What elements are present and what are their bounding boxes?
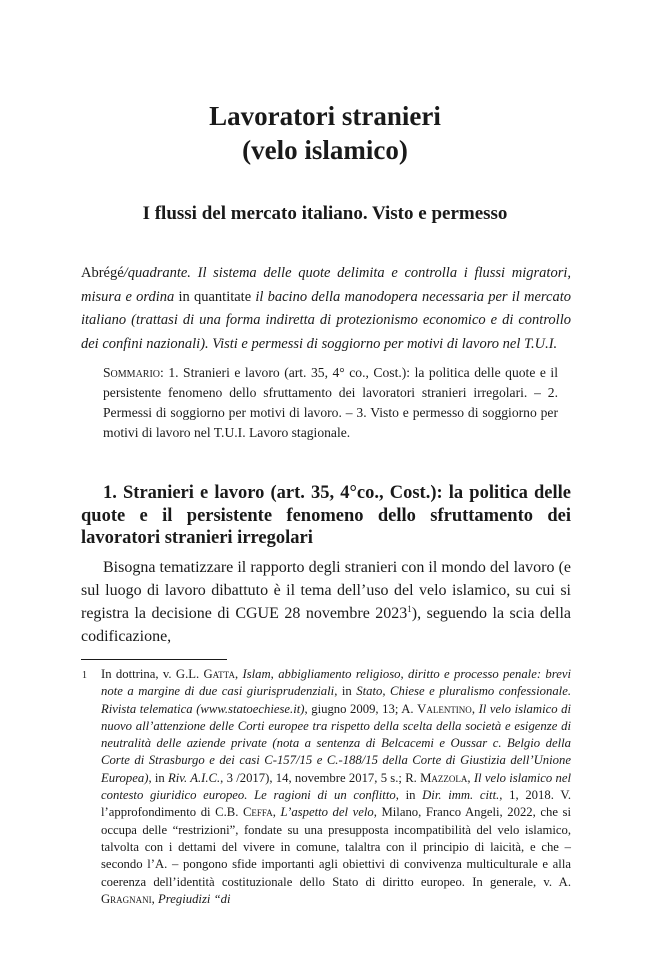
fn-s6: , in <box>148 770 169 785</box>
fn-title-8: Pregiudizi “di <box>158 891 231 906</box>
footnote-number: 1 <box>82 670 87 681</box>
page-subtitle: I flussi del mercato italiano. Visto e permesso <box>142 203 508 224</box>
footnote-divider <box>81 659 227 660</box>
fn-s13: , <box>151 891 159 906</box>
body-text-part-2: ), seguendo la scia della codificazione, <box>81 605 571 645</box>
section-heading: 1. Stranieri e lavoro (art. 35, 4°co., Cost.): la politica delle quote e il persistente fenomeno dello sfruttamento dei lavoratori stranieri irregolari <box>81 483 571 548</box>
fn-title-3: Il velo islamico di nuovo all’attenzione delle Corti europee tra rispetto della scelta della società e esigenze di neutralità delle aziende private (nota a sentenza di Belcacemi e Oussar c. Belgio della Corte di Strasburgo e dei casi C-157/15 e C.-188/15 della Corte di Giustizia dell’Unione Europea) <box>101 701 572 785</box>
fn-s1: In dottrina, v. G.L. <box>101 667 204 681</box>
summary-label: Sommario <box>103 365 161 380</box>
fn-author-3: Mazzola <box>420 770 468 785</box>
fn-title-2: Stato, Chiese e pluralismo confessionale. Rivista telematica (www.statoechiese.it) <box>101 684 572 716</box>
fn-title-7: L’aspetto del velo <box>280 805 374 820</box>
fn-author-2: Valentino <box>417 701 472 716</box>
fn-author-1: Gatta <box>203 667 235 681</box>
abstract-lead: Abrégé <box>81 265 124 281</box>
fn-title-1: Islam, abbigliamento religioso, diritto e processo penale: brevi note a margine di due casi giurisprudenziali <box>101 667 571 699</box>
body-text-part-1: Bisogna tematizzare il rapporto degli stranieri con il mondo del lavoro (e sul luogo di lavoro dibattuto è il tema dell’uso del velo islamico, su cui si registra la decisione di CGUE 28 novembre 2023 <box>81 559 571 622</box>
fn-author-4: Ceffa <box>242 805 273 820</box>
fn-s9: , in <box>395 788 423 803</box>
fn-s11: , <box>272 805 281 820</box>
fn-s3: , in <box>334 684 357 699</box>
summary-text: : 1. Stranieri e lavoro (art. 35, 4° co., Cost.): la politica delle quote e il persistente fenomeno dello sfruttamento dei lavoratori stranieri irregolari. – 2. Permessi di soggiorno per motivi di lavoro. – 3. Visto e permesso di soggiorno per motivi di lavoro nel T.U.I. Lavoro stagionale. <box>103 365 558 440</box>
body-paragraph <box>81 556 571 648</box>
fn-s5: , <box>471 701 479 716</box>
summary <box>103 363 558 443</box>
abstract-lead-rest: /quadrante. Il sistema delle quote delimita e controlla i flussi migratori, misura e ordina <box>81 265 571 305</box>
fn-s7: , 3 /2017), 14, novembre 2017, 5 s.; R. <box>220 770 421 785</box>
page-title-line-1: Lavoratori stranieri <box>209 101 441 131</box>
fn-title-5: Il velo islamico nel contesto giuridico europeo. Le ragioni di un conflitto <box>101 770 571 803</box>
abstract-rest: il bacino della manodopera necessaria per il mercato italiano (trattasi di una forma indiretta di protezionismo economico e di controllo dei confini nazionali). Visti e permessi di soggiorno per motivi di lavoro nel T.U.I. <box>81 288 571 352</box>
fn-s8: , <box>467 770 474 785</box>
abstract-roman: in quantitate <box>174 288 256 305</box>
fn-s10: , 1, 2018. V. l’approfondimento di C.B. <box>101 788 572 820</box>
page-title-line-2: (velo islamico) <box>242 135 408 165</box>
abstract <box>81 262 571 356</box>
fn-s12: , Milano, Franco Angeli, 2022, che si occupa delle “restrizioni”, fondate su una presupposta incompatibilità del velo islamico, talvolta con i dettami del vivere in comune, talaltra con il principio di laicità, e che – secondo l’A. – pongono sfide importanti agli obiettivi di convivenza multiculturale e alla coerenza dell’identità costituzionale dello Stato di diritto europeo. In generale, v. A. <box>101 805 572 889</box>
fn-title-4: Riv. A.I.C. <box>168 770 221 785</box>
fn-s2: , <box>234 667 243 681</box>
footnote-reference[interactable]: 1 <box>407 604 412 614</box>
fn-title-6: Dir. imm. citt. <box>422 788 500 803</box>
footnote <box>101 666 571 908</box>
fn-author-5: Gragnani <box>101 891 152 906</box>
fn-s4: , giugno 2009, 13; A. <box>304 701 418 716</box>
